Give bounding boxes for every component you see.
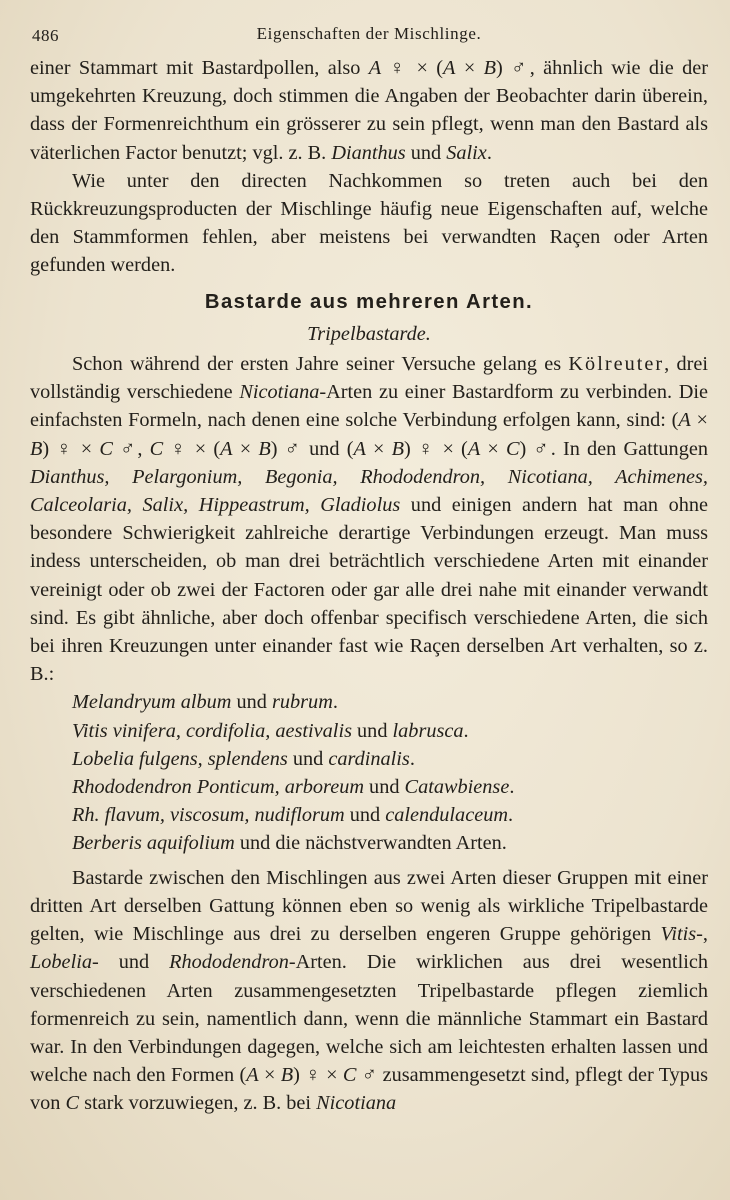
italic-run: Rhododendron Ponticum, arboreum [72,776,364,799]
text-run: . [463,719,469,742]
text-run: und [351,719,393,742]
species-list-item [30,688,708,716]
text-run: × [365,437,392,460]
text-run: und [363,776,405,799]
italic-run: Rh. flavum, viscosum, nudiflorum [72,804,345,827]
italic-run: Lobelia [30,951,92,974]
italic-run: A [678,409,691,432]
text-run: . [509,776,515,799]
text-run: -Arten. Die wirklichen aus drei wesentlich verschiedenen Arten zusammengesetzten Tripelbastarde pflegen ziemlich formenreich zu sein, namentlich dann, wenn die männliche Stammart ein Bastard war. In den Verbindungen dagegen, welche sich am leichtesten erhalten lassen und welche nach den Formen ( [30,951,708,1087]
text-run: ) ♀ × [42,437,100,460]
text-run: stark vorzuwiegen, z. B. bei [79,1092,317,1115]
italic-run: A [246,1064,259,1087]
text-run: ) ♀ × ( [404,437,468,460]
species-list-item [30,717,708,745]
italic-run: A [220,437,233,460]
paragraph-4 [30,864,708,1118]
italic-run: C [149,437,164,460]
text-run: × [690,409,708,432]
italic-run: Dianthus [331,141,406,164]
text-run: . [486,141,492,164]
italic-run: Vitis vinifera, cordifolia, aestivalis [72,719,352,742]
page-number: 486 [32,26,59,45]
paragraph-2 [30,167,708,280]
species-list-item [30,773,708,801]
paragraph-3 [30,350,708,688]
page-body [30,54,708,1118]
text-run: -, [696,923,708,946]
text-run: ♀ × ( [381,57,444,79]
spaced-name: Kölreuter [568,353,665,376]
text-run: ♂ zusammengesetzt sind, pflegt der Typus von [30,1064,708,1115]
text-run: ♀ × ( [163,437,221,460]
italic-run: Catawbiense [404,776,510,799]
text-run: × [455,57,484,79]
running-title: Eigenschaften der Mischlinge. [256,24,482,43]
text-run: ) ♂, ähnlich wie die der umgekehrten Kreuzung, doch stimmen die Angaben der Beobachter darin überein, dass der Formenreichthum ein grösserer zu sein pflegt, wenn man den Bastard als väterlichen Factor benutzt; vgl. z. B. [30,57,708,164]
italic-run: Lobelia fulgens, splendens [72,747,288,770]
species-list-item [30,829,708,857]
text-run: . [332,691,338,714]
italic-run: cardinalis [328,747,410,770]
text-run: - und [91,951,170,974]
italic-run: calendulaceum [385,804,508,827]
text-run: -Arten zu einer Bastardform zu verbinden. Die einfachsten Formeln, nach denen eine solche Verbindung erfolgen kann, sind: ( [30,381,708,432]
text-run: Schon während der ersten Jahre seiner Versuche gelang es [72,353,569,376]
text-run: und [344,804,386,827]
italic-run: C [342,1064,357,1087]
text-run: ) ♂ und ( [270,437,354,460]
italic-run: rubrum [271,691,333,714]
italic-run: Rhododendron [169,951,289,974]
text-run: Bastarde zwischen den Mischlingen aus zwei Arten dieser Gruppen mit einer dritten Art derselben Gattung können eben so wenig als wirkliche Tripelbastarde gelten, wie Mischlinge aus drei zu derselben engeren Gruppe gehörigen [30,866,708,946]
text-run: und [405,141,447,164]
text-run: und einigen andern hat man ohne besondere Schwierigkeit zahlreiche derartige Verbindungen erzeugt. Man muss indess unterscheiden, ob man drei beträchtlich verschiedene Arten mit einander vereinigt oder ob zwei der Factoren oder gar alle drei nahe mit einander verwandt sind. Es gibt ähnliche, aber doch offenbar specifisch verschiedene Arten, die sich bei ihren Kreuzungen unter einander fast wie Raçen derselben Art verhalten, so z. B.: [30,494,708,686]
text-run: einer Stammart mit Bastardpollen, also [30,57,369,79]
italic-run: B [391,437,405,460]
species-list [30,688,708,857]
text-run: ) ♀ × [293,1064,343,1087]
text-run: . [409,747,415,770]
italic-run: A [467,437,481,460]
italic-run: C [65,1092,80,1115]
text-run: × [480,437,506,460]
italic-run: C [505,437,520,460]
section-heading: Bastarde aus mehreren Arten. [204,290,534,313]
text-run: und [231,691,272,714]
text-run: ) ♂. In den Gattungen [519,437,708,460]
text-run: , drei vollständig verschiedene [30,353,708,404]
italic-run: Nicotiana [239,381,320,404]
text-run: Wie unter den directen Nachkommen so treten auch bei den Rückkreuzungsproducten der Mischlinge häufig neue Eigenschaften auf, welche den Stammformen fehlen, aber meistens bei verwandten Raçen oder Arten gefunden werden. [30,169,708,277]
italic-run: Dianthus, Pelargonium, Begonia, Rhododendron, Nicotiana, Achimenes, Calceolaria, Salix, Hippeastrum, Gladiolus [30,465,708,517]
text-run: × [258,1064,281,1087]
italic-run: A [443,57,456,79]
paragraph-1 [30,54,708,167]
italic-run: Salix [446,141,487,164]
text-run: und die nächstverwandten Arten. [234,832,507,855]
text-run: und [287,747,329,770]
page-header [30,20,708,54]
italic-run: A [353,437,366,460]
italic-run: Melandryum album [72,691,232,714]
text-run: × [232,437,259,460]
italic-run: labrusca [392,719,464,742]
italic-run: B [483,57,497,79]
italic-run: A [368,57,382,79]
text-run: . [508,804,514,827]
italic-run: Vitis [660,923,697,946]
italic-run: B [280,1064,294,1087]
text-run: ♂, [112,437,150,460]
italic-run: B [30,437,43,460]
species-list-item [30,745,708,773]
species-list-item [30,801,708,829]
italic-run: Berberis aquifolium [72,832,235,855]
italic-run: C [99,437,113,460]
subsection-heading: Tripelbastarde. [307,322,431,345]
italic-run: Nicotiana [316,1092,397,1115]
italic-run: B [258,437,271,460]
